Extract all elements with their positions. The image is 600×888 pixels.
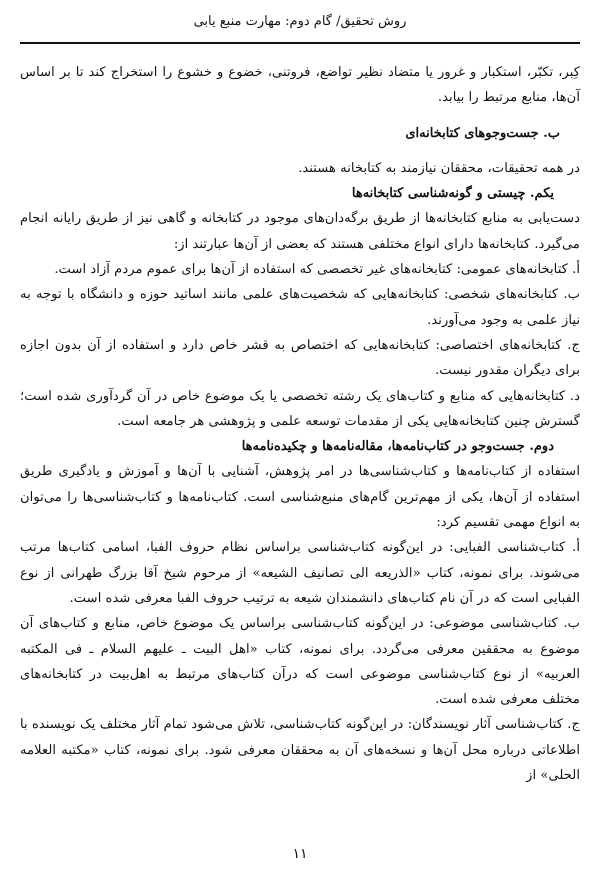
- running-header: روش تحقیق/ گام دوم: مهارت منبع یابی: [193, 14, 407, 29]
- page-body: [20, 60, 580, 788]
- subsection-heading-library-types: یکم. چیستی و گونه‌شناسی کتابخانه‌ها: [351, 186, 554, 202]
- header-rule: [20, 42, 580, 44]
- list-item-personal-libraries: ب. کتابخانه‌های شخصی: کتابخانه‌هایی که شخصیت‌های علمی مانند اساتید حوزه و دانشگاه با توجه به نیاز علمی به وجود می‌آورند.: [20, 287, 580, 328]
- list-item-author-bibliography: ج. کتاب‌شناسی آثار نویسندگان: در این‌گونه کتاب‌شناسی، تلاش می‌شود تمام آثار مختلف یک نویسنده با اطلاعاتی درباره محل آن‌ها و نسخه‌های آن به محققان معرفی شود. برای نمونه، کتاب «مکتبه العلامه الحلی» از: [20, 717, 580, 784]
- list-item-subject-bibliography: ب. کتاب‌شناسی موضوعی: در این‌گونه کتاب‌شناسی براساس یک موضوع خاص، منابع و کتاب‌های آن موضوع به محققین معرفی می‌گردد. برای نمونه، کتاب «اهل البیت ـ علیهم السلام ـ فی المکتبه العربیه» از نوع کتاب‌شناسی موضوعی است که درآن کتاب‌های مرتبط به اهل‌بیت در کتابخانه‌های مختلف معرفی شده است.: [20, 616, 580, 708]
- section-heading-library-search: ب. جست‌وجوهای کتابخانه‌ای: [405, 125, 560, 141]
- list-item-specialized-libraries: د. کتابخانه‌هایی که منابع و کتاب‌های یک رشته تخصصی یا یک موضوع خاص در آن گردآوری شده است؛ گسترش چنین کتابخانه‌هایی یکی از مقدمات توسعه علمی و پژوهشی هر جامعه است.: [20, 388, 580, 429]
- page-number: ۱۱: [292, 846, 308, 862]
- intro-paragraph: کِبر، تکبّر، استکبار و غرور یا متضاد نظیر تواضع، فروتنی، خضوع و خشوع را استخراج کند تا بر اساس آن‌ها، منابع مرتبط را بیابد.: [20, 65, 580, 106]
- list-item-alphabetical-bibliography: أ. کتاب‌شناسی الفبایی: در این‌گونه کتاب‌شناسی براساس نظام حروف الفبا، اسامی کتاب‌ها مرتب می‌شوند. برای نمونه، کتاب «الذریعه الی تصانیف الشیعه» از مرحوم شیخ آقا بزرگ طهرانی از نوع الفبایی است که در آن نام کتاب‌های دانشمندان شیعه به ترتیب حروف الفبا معرفی شده است.: [20, 540, 580, 606]
- list-item-private-libraries: ج. کتابخانه‌های اختصاصی: کتابخانه‌هایی که اختصاص به قشر خاص دارد و استفاده از آن بدون اجازه برای دیگران مقدور نیست.: [20, 337, 580, 379]
- library-types-paragraph: دست‌یابی به منابع کتابخانه‌ها از طریق برگه‌دان‌های موجود در کتابخانه و گاهی نیز از طریق رایانه انجام می‌گیرد. کتابخانه‌ها دارای انواع مختلفی هستند که بعضی از آن‌ها عبارتند از:: [20, 211, 580, 252]
- bibliographies-paragraph: استفاده از کتاب‌نامه‌ها و کتاب‌شناسی‌ها در امر پژوهش، آشنایی با آن‌ها و آموزش و یادگیری طریق استفاده از آن‌ها، یکی از مهم‌ترین گام‌های منبع‌شناسی است. کتاب‌نامه‌ها و کتاب‌شناسی‌ها را می‌توان به انواع مهمی تقسیم کرد:: [20, 464, 580, 531]
- list-item-public-libraries: أ. کتابخانه‌های عمومی: کتابخانه‌های غیر تخصصی که استفاده از آن‌ها برای عموم مردم آزاد است.: [54, 262, 580, 278]
- subsection-heading-bibliographies: دوم. جست‌وجو در کتاب‌نامه‌ها، مقاله‌نامه‌ها و چکیده‌نامه‌ها: [241, 439, 554, 455]
- section-intro-paragraph: در همه تحقیقات، محققان نیازمند به کتابخانه هستند.: [298, 160, 580, 176]
